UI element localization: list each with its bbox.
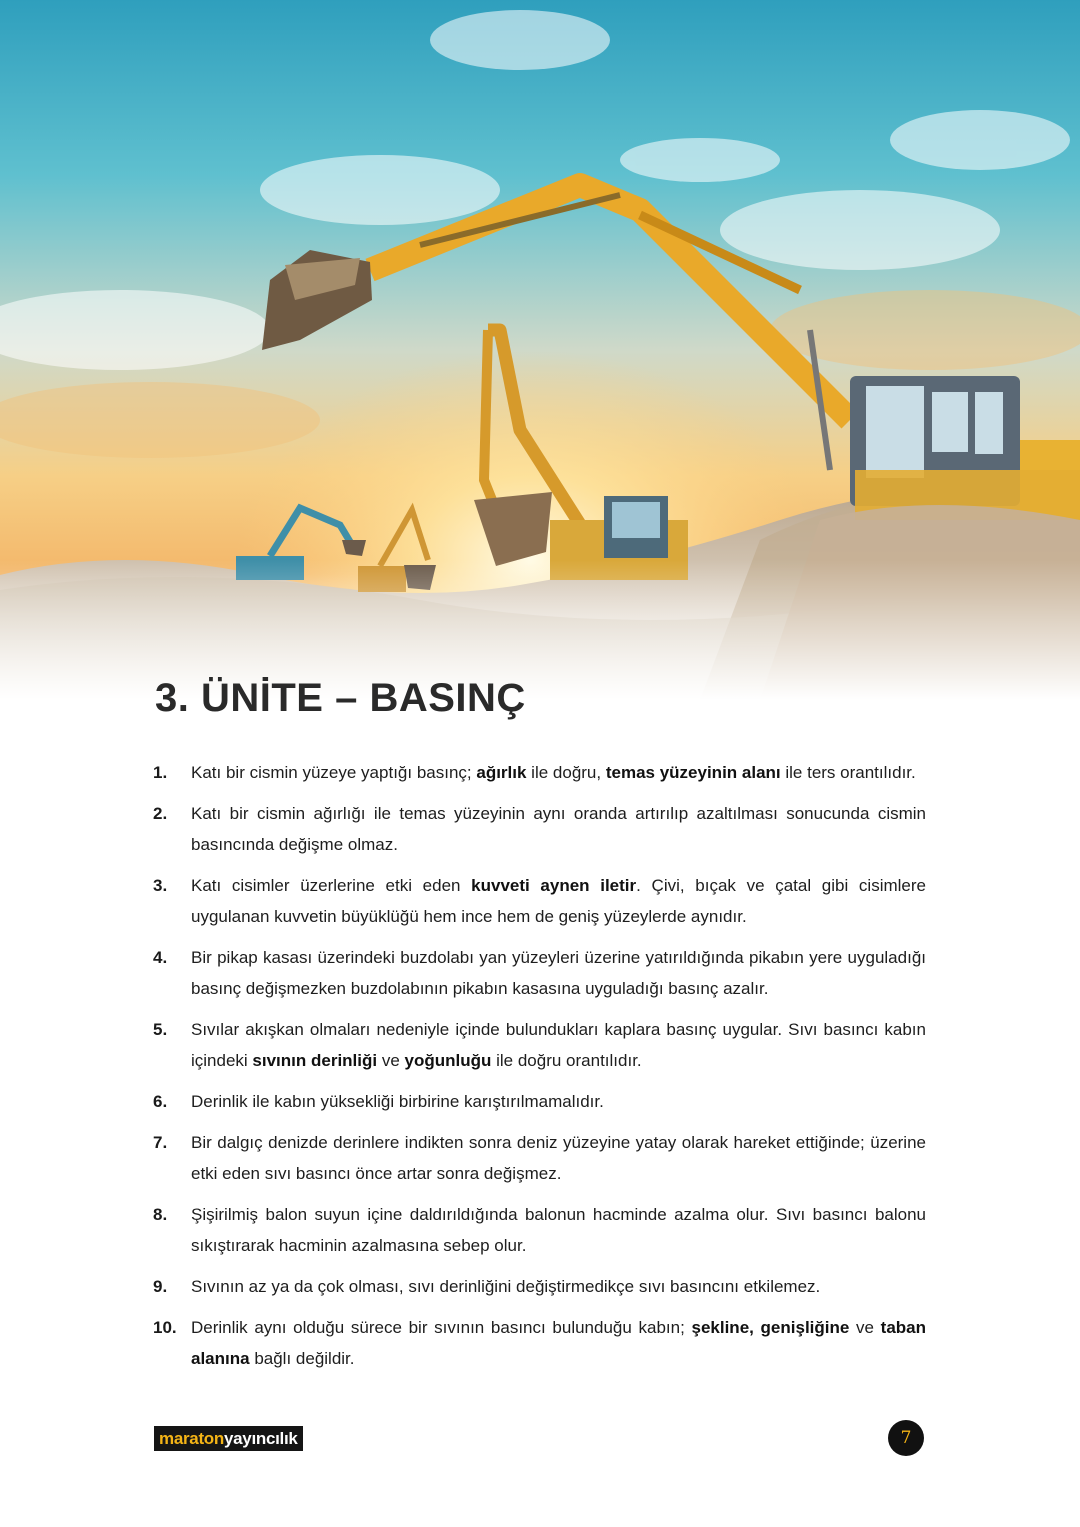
item-number: 2. [153,804,168,823]
text-run: Katı bir cismin ağırlığı ile temas yüzeyinin aynı oranda artırılıp azaltılması sonucunda cismin basıncında değişme olmaz. [191,804,926,854]
text-run: Derinlik aynı olduğu sürece bir sıvının basıncı bulunduğu kabın; [191,1318,692,1337]
item-number: 4. [153,948,168,967]
text-run: Katı cisimler üzerlerine etki eden [191,876,472,895]
text-run: Derinlik ile kabın yüksekliği birbirine karıştırılmamalıdır. [191,1092,604,1111]
list-item [153,942,926,1004]
text-run: ve [377,1051,405,1070]
list-item [153,1127,926,1189]
text-run: Sıvının az ya da çok olması, sıvı derinliğini değiştirmedikçe sıvı basıncını etkilemez. [191,1277,821,1296]
excavators-illustration [0,0,1080,700]
list-item [153,1086,926,1117]
item-text [191,1086,926,1117]
item-number: 3. [153,876,168,895]
bold-term: kuvveti aynen iletir [471,876,637,895]
text-run: Sıvılar akışkan olmaları nedeniyle içinde bulundukları kaplara basınç uygular. Sıvı basıncı kabın içindeki [191,1020,926,1070]
bold-term: yoğunluğu [404,1051,492,1070]
item-text [191,870,926,932]
hero-image [0,0,1080,700]
item-text [191,1014,926,1076]
item-text [191,1127,926,1189]
list-item [153,757,926,788]
text-run: . Çivi, bıçak ve çatal gibi cisimlere uygulanan kuvvetin büyüklüğü hem ince hem de geniş yüzeylerde aynıdır. [191,876,926,926]
list-item [153,798,926,860]
logo-part-yayincilik: yayıncılık [223,1429,298,1448]
text-run: ile doğru orantılıdır. [491,1051,642,1070]
list-item [153,1014,926,1076]
item-text [191,798,926,860]
bold-term: taban alanına [191,1318,926,1368]
list-item [153,1199,926,1261]
bold-term: şekline, genişliğine [691,1318,850,1337]
item-number: 5. [153,1020,168,1039]
item-text [191,1199,926,1261]
item-text [191,942,926,1004]
text-run: ile doğru, [526,763,606,782]
list-item [153,1312,926,1374]
publisher-logo [154,1426,303,1451]
text-run: bağlı değildir. [249,1349,355,1368]
item-number: 10. [153,1318,177,1337]
item-text [191,757,926,788]
bold-term: ağırlık [476,763,527,782]
numbered-list [153,757,926,1384]
text-run: Katı bir cismin yüzeye yaptığı basınç; [191,763,477,782]
text-run: Bir pikap kasası üzerindeki buzdolabı yan yüzeyleri üzerine yatırıldığında pikabın yere uyguladığı basınç değişmezken buzdolabının pikabın kasasına uyguladığı basınç azalır. [191,948,926,998]
item-text [191,1312,926,1374]
item-text [191,1271,926,1302]
page-number-badge: 7 [888,1420,924,1456]
list-item [153,870,926,932]
item-number: 7. [153,1133,168,1152]
item-number: 6. [153,1092,168,1111]
text-run: ve [849,1318,881,1337]
text-run: ile ters orantılıdır. [780,763,916,782]
item-number: 9. [153,1277,168,1296]
item-number: 1. [153,763,168,782]
text-run: Bir dalgıç denizde derinlere indikten sonra deniz yüzeyine yatay olarak hareket ettiğinde; üzerine etki eden sıvı basıncı önce artar sonra değişmez. [191,1133,926,1183]
bold-term: temas yüzeyinin alanı [605,763,781,782]
item-number: 8. [153,1205,168,1224]
bold-term: sıvının derinliği [252,1051,378,1070]
page-title: 3. ÜNİTE – BASINÇ [155,676,526,720]
logo-part-maraton: maraton [159,1429,224,1448]
text-run: Şişirilmiş balon suyun içine daldırıldığında balonun hacminde azalma olur. Sıvı basıncı balonu sıkıştırarak hacminin azalmasına sebep olur. [191,1205,926,1255]
list-item [153,1271,926,1302]
